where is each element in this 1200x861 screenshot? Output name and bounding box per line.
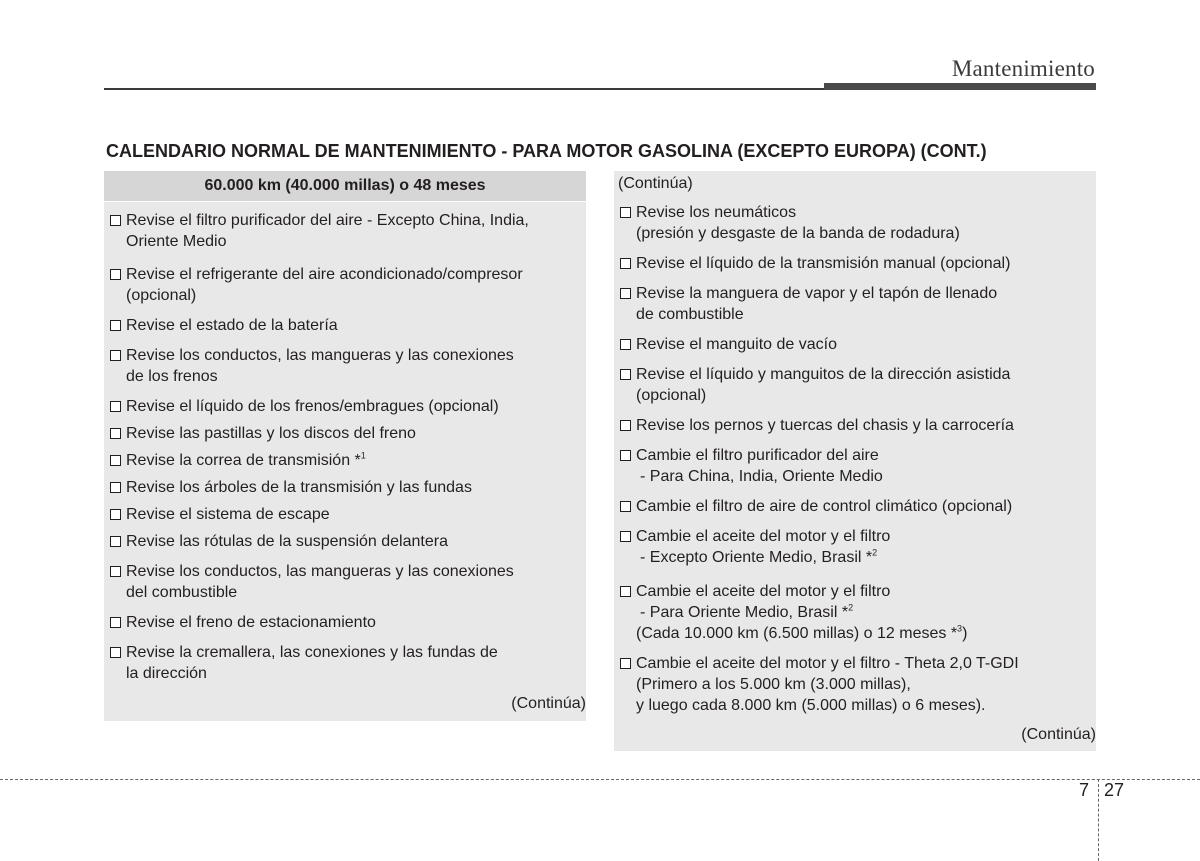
list-item: Revise las pastillas y los discos del freno: [104, 423, 586, 444]
list-item: Revise el filtro purificador del aire - Excepto China, India, Oriente Medio: [104, 210, 586, 252]
checkbox-icon: [620, 586, 631, 597]
checkbox-icon: [110, 215, 121, 226]
list-item: Revise los conductos, las mangueras y las conexiones del combustible: [104, 561, 586, 603]
checkbox-icon: [110, 269, 121, 280]
checkbox-icon: [620, 420, 631, 431]
checkbox-icon: [110, 455, 121, 466]
interval-heading: 60.000 km (40.000 millas) o 48 meses: [104, 171, 586, 202]
header-rule-accent: [824, 83, 1096, 90]
checkbox-icon: [110, 401, 121, 412]
footer-dashed-rule: [0, 779, 1200, 780]
footnote-marker: 3: [957, 623, 963, 634]
header-rule: [104, 88, 824, 90]
section-title: CALENDARIO NORMAL DE MANTENIMIENTO - PARA MOTOR GASOLINA (EXCEPTO EUROPA) (CONT.): [106, 141, 987, 161]
list-item: Revise las rótulas de la suspensión delantera: [104, 531, 586, 552]
list-item: Cambie el filtro purificador del aire - Para China, India, Oriente Medio: [614, 445, 1096, 487]
checkbox-icon: [620, 258, 631, 269]
footnote-marker: 1: [360, 450, 366, 461]
checkbox-icon: [620, 531, 631, 542]
list-item: Revise el líquido y manguitos de la dirección asistida (opcional): [614, 364, 1096, 406]
right-maintenance-panel: [614, 171, 1096, 751]
list-item: Revise el freno de estacionamiento: [104, 612, 586, 633]
list-item: Cambie el aceite del motor y el filtro - Theta 2,0 T-GDI (Primero a los 5.000 km (3.000 millas), y luego cada 8.000 km (5.000 millas) o 6 meses).: [614, 653, 1096, 716]
continues-label: (Continúa): [1021, 726, 1096, 743]
footnote-marker: 2: [848, 602, 854, 613]
checkbox-icon: [110, 536, 121, 547]
checkbox-icon: [620, 339, 631, 350]
page-number: 27: [1104, 780, 1125, 800]
list-item: Revise el refrigerante del aire acondicionado/compresor (opcional): [104, 264, 586, 306]
checkbox-icon: [620, 369, 631, 380]
checkbox-icon: [110, 428, 121, 439]
list-item: Revise los árboles de la transmisión y las fundas: [104, 477, 586, 498]
checkbox-icon: [620, 450, 631, 461]
checkbox-icon: [620, 658, 631, 669]
chapter-number: 7: [1079, 780, 1090, 800]
checkbox-icon: [620, 207, 631, 218]
list-item: Revise la correa de transmisión *$^1$: [104, 450, 586, 471]
continues-label: (Continúa): [511, 695, 586, 712]
list-item: Cambie el filtro de aire de control climático (opcional): [614, 496, 1096, 517]
list-item: Revise el sistema de escape: [104, 504, 586, 525]
list-item: Revise el estado de la batería: [104, 315, 586, 336]
list-item: Revise el líquido de los frenos/embragues (opcional): [104, 396, 586, 417]
list-item: Revise el líquido de la transmisión manual (opcional): [614, 253, 1096, 274]
checkbox-icon: [110, 509, 121, 520]
list-item: Revise los pernos y tuercas del chasis y la carrocería: [614, 415, 1096, 436]
checkbox-icon: [110, 617, 121, 628]
list-item: Cambie el aceite del motor y el filtro - Para Oriente Medio, Brasil *$^2$ (Cada 10.000 km (6.500 millas) o 12 meses *$^3$): [614, 581, 1096, 644]
checkbox-icon: [110, 647, 121, 658]
checkbox-icon: [620, 501, 631, 512]
checkbox-icon: [620, 288, 631, 299]
list-item: Revise el manguito de vacío: [614, 334, 1096, 355]
left-maintenance-panel: [104, 171, 586, 721]
checkbox-icon: [110, 320, 121, 331]
list-item: Cambie el aceite del motor y el filtro - Excepto Oriente Medio, Brasil *$^2$: [614, 526, 1096, 568]
list-item: Revise los conductos, las mangueras y las conexiones de los frenos: [104, 345, 586, 387]
checkbox-icon: [110, 350, 121, 361]
list-item: Revise la manguera de vapor y el tapón de llenado de combustible: [614, 283, 1096, 325]
checkbox-icon: [110, 566, 121, 577]
footer-dashed-divider: [1098, 779, 1099, 861]
footnote-marker: 2: [872, 547, 878, 558]
checkbox-icon: [110, 482, 121, 493]
page-header-title: Mantenimiento: [951, 56, 1095, 81]
list-item: Revise la cremallera, las conexiones y las fundas de la dirección: [104, 642, 586, 684]
continued-label: (Continúa): [618, 175, 693, 192]
list-item: Revise los neumáticos (presión y desgaste de la banda de rodadura): [614, 202, 1096, 244]
